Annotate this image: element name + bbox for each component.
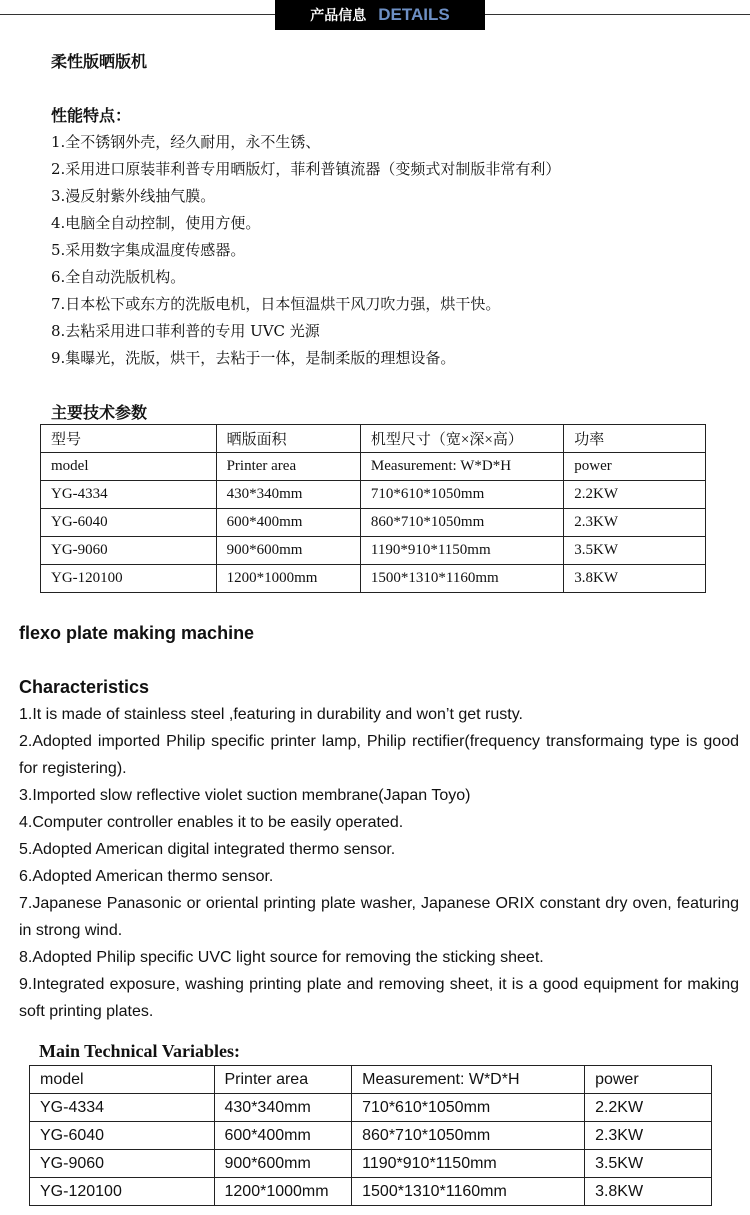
en-features-title: Characteristics [19, 677, 150, 697]
table-cell: 3.8KW [585, 1178, 712, 1206]
header-en: DETAILS [378, 5, 450, 24]
feature-item: 2.Adopted imported Philip specific printer lamp, Philip rectifier(frequency transformaing type is good for registering). [19, 733, 739, 777]
table-cell: YG-120100 [30, 1178, 215, 1206]
table-cell: 3.8KW [564, 565, 706, 593]
table-cell: 710*610*1050mm [352, 1094, 585, 1122]
header-cn: 产品信息 [310, 7, 367, 23]
table-cell: 1200*1000mm [216, 565, 360, 593]
table-cell: 机型尺寸（宽×深×高） [360, 425, 563, 453]
en-features-list [19, 701, 739, 1025]
feature-item: 6.Adopted American thermo sensor. [19, 868, 274, 885]
table-cell: YG-6040 [41, 509, 217, 537]
table-cell: 860*710*1050mm [360, 509, 563, 537]
feature-item: 1.全不锈钢外壳，经久耐用，永不生锈、 [51, 133, 321, 151]
table-cell: 600*400mm [214, 1122, 352, 1150]
feature-item: 5.Adopted American digital integrated thermo sensor. [19, 841, 396, 858]
table-row [41, 509, 706, 537]
feature-item: 6.全自动洗版机构。 [51, 268, 186, 286]
cn-params-table [40, 424, 706, 593]
cn-features-title: 性能特点： [51, 106, 132, 125]
cn-title: 柔性版晒版机 [51, 52, 148, 71]
table-row [41, 453, 706, 481]
table-cell: 2.3KW [585, 1122, 712, 1150]
feature-item: 8.Adopted Philip specific UVC light source for removing the sticking sheet. [19, 949, 544, 966]
table-cell: YG-9060 [41, 537, 217, 565]
table-cell: Measurement: W*D*H [352, 1066, 585, 1094]
table-cell: 1500*1310*1160mm [360, 565, 563, 593]
table-cell: YG-4334 [30, 1094, 215, 1122]
table-cell: 860*710*1050mm [352, 1122, 585, 1150]
en-params-title: Main Technical Variables: [39, 1041, 241, 1061]
table-cell: 1500*1310*1160mm [352, 1178, 585, 1206]
feature-item: 9.Integrated exposure, washing printing plate and removing sheet, it is a good equipment for making soft printing plates. [19, 976, 739, 1020]
table-row [30, 1066, 712, 1094]
table-cell: 430*340mm [216, 481, 360, 509]
feature-item: 7.日本松下或东方的洗版电机，日本恒温烘干风刀吹力强，烘干快。 [51, 295, 501, 313]
table-cell: 1190*910*1150mm [360, 537, 563, 565]
table-cell: 3.5KW [564, 537, 706, 565]
table-cell: Measurement: W*D*H [360, 453, 563, 481]
feature-item: 4.电脑全自动控制，使用方便。 [51, 214, 261, 232]
table-cell: power [564, 453, 706, 481]
cn-features-list [51, 129, 560, 372]
table-row [30, 1094, 712, 1122]
feature-item: 1.It is made of stainless steel ,featuring in durability and won’t get rusty. [19, 706, 523, 723]
table-cell: 2.2KW [585, 1094, 712, 1122]
table-cell: 600*400mm [216, 509, 360, 537]
table-cell: 型号 [41, 425, 217, 453]
table-cell: model [41, 453, 217, 481]
feature-item: 5.采用数字集成温度传感器。 [51, 241, 246, 259]
table-row [41, 481, 706, 509]
table-cell: 900*600mm [216, 537, 360, 565]
cn-section [51, 48, 560, 426]
table-cell: model [30, 1066, 215, 1094]
table-row [41, 425, 706, 453]
table-cell: YG-120100 [41, 565, 217, 593]
table-cell: YG-9060 [30, 1150, 215, 1178]
table-cell: 2.2KW [564, 481, 706, 509]
feature-item: 3.漫反射紫外线抽气膜。 [51, 187, 216, 205]
table-cell: 900*600mm [214, 1150, 352, 1178]
table-row [30, 1178, 712, 1206]
feature-item: 7.Japanese Panasonic or oriental printing plate washer, Japanese ORIX constant dry oven, featuring in strong wind. [19, 895, 739, 939]
table-cell: 710*610*1050mm [360, 481, 563, 509]
table-row [41, 565, 706, 593]
table-cell: 晒版面积 [216, 425, 360, 453]
table-cell: 430*340mm [214, 1094, 352, 1122]
table-cell: Printer area [214, 1066, 352, 1094]
table-row [30, 1150, 712, 1178]
en-title: flexo plate making machine [19, 623, 255, 643]
table-cell: 功率 [564, 425, 706, 453]
en-section [19, 620, 739, 1025]
en-params-table [29, 1065, 712, 1206]
table-cell: Printer area [216, 453, 360, 481]
table-row [30, 1122, 712, 1150]
table-row [41, 537, 706, 565]
feature-item: 3.Imported slow reflective violet suction membrane(Japan Toyo) [19, 787, 471, 804]
table-cell: 2.3KW [564, 509, 706, 537]
table-cell: 1190*910*1150mm [352, 1150, 585, 1178]
table-cell: 1200*1000mm [214, 1178, 352, 1206]
feature-item: 4.Computer controller enables it to be easily operated. [19, 814, 404, 831]
section-header [275, 0, 485, 30]
cn-params-title: 主要技术参数 [51, 403, 148, 422]
feature-item: 8.去粘采用进口菲利普的专用 UVC 光源 [51, 322, 320, 340]
table-cell: YG-4334 [41, 481, 217, 509]
feature-item: 9.集曝光，洗版，烘干，去粘于一体，是制柔版的理想设备。 [51, 349, 456, 367]
table-cell: YG-6040 [30, 1122, 215, 1150]
table-cell: 3.5KW [585, 1150, 712, 1178]
table-cell: power [585, 1066, 712, 1094]
feature-item: 2.采用进口原装菲利普专用晒版灯，菲利普镇流器（变频式对制版非常有利） [51, 160, 561, 178]
